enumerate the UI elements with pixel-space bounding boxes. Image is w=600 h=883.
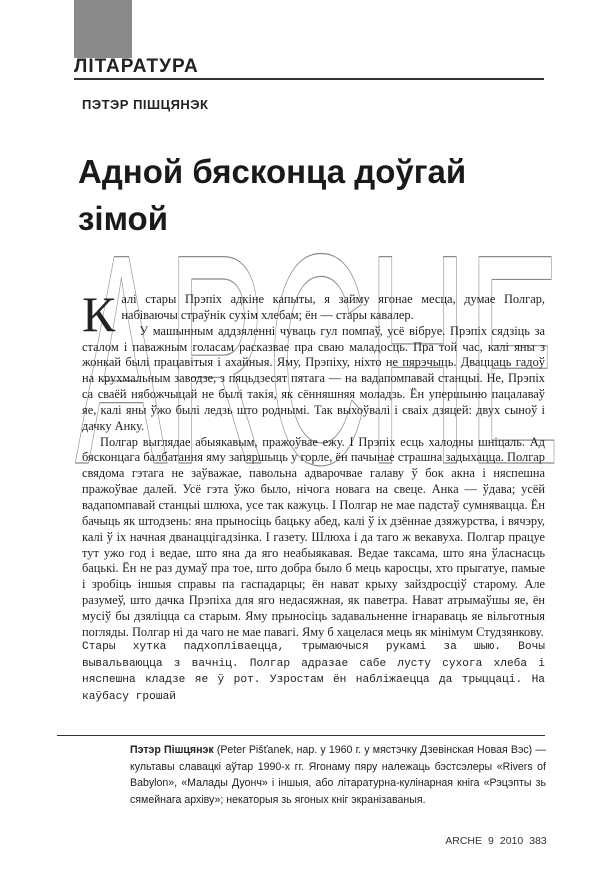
author-note: [130, 742, 546, 808]
page-number: 383: [529, 835, 547, 847]
note-divider: [57, 735, 545, 736]
footer-issue: 9: [488, 835, 494, 847]
paragraph-2: У машынным аддзяленні чуваць гул помпаў, усё вібруе. Прэпіх сядзіць за сталом і паважным голасам расказвае пра сваю маладосць. Пра той час, калі яны з жонкай былі працавітыя і ахайныя. Яму, Прэпіху, ніхто не пярэчыць. Дваццаць гадоў на крухмальным заводзе, з пяцьдзесят пятага — на вадапомпавай станцыі. Не, Прэпіх са сваёй нябожчыцай не былі такія, як сённяшняя моладзь. Ён упершыню пацалаваў яе, калі яны ўжо былі ледзь што роднымі. Так выхоўвалі і сваіх дзяцей: двух сыноў і дачку Анку.: [82, 323, 545, 433]
article-title: Адной бясконца доўгай зімой: [78, 153, 467, 237]
paragraph-3: Полгар выглядае абыякавым, пражоўвае ежу. І Прэпіх есць халодны шніцаль. Ад бясконцага балбатання яму запяршыць у горле, ён пачынае страшна задыхацца. Полгар свядома гэтага не заўважае, павольна адварочвае галаву ў бок акна і няспешна пражоўвае далей. Усё гэта ўжо было, нічога новага на свеце. Анка — ўдава; усёй вадапомпавай станцыі шлюха, усе так кажуць. І Полгар не мае падстаў сумнявацца. Ён бачыць як штодзень: яна прыносіць бацьку абед, калі ў іх дзённае дзяжурства, і вячэру, калі ў іх начная дванаццігадзінка. І газету. Шлюха і да таго ж векавуха. Полгар працуе тут ужо год і ведае, што яна да яго неабыякавая. Ведае таксама, што яна ўласнасць бацькі. Ён не раз думаў пра тое, што добра было б мець каросцы, хто прыгатуе, памые і зробіць іншыя справы па гаспадарцы; ён нават крыху зайздросціў старому. Але разумеў, што дачка Прэпіха для яго недасяжная, як паветра. Нават атрымаўшы яе, ён мусіў бы дзяліцца са старым. Яму прыносіць задавальненне ігнараваць яе вільготныя погляды. Полгар ні да чаго не мае павагі. Яму б хацелася мець як мінімум Студзянкову.: [82, 434, 545, 639]
author-name: ПЭТЭР ПІШЦЯНЭК: [82, 97, 209, 112]
watermark-text: ARCHE: [75, 235, 560, 470]
first-paragraph: [82, 286, 545, 342]
section-divider: [74, 78, 544, 80]
paragraph-4: Стары хутка падхопліваецца, трымаючыся рукамі за шыю. Вочы вывальваюцца з вачніц. Полгар адразае сабе лусту сухога хлеба і няспешна кладзе яе ў рот. Узростам ён набліжаецца да трыццаці. На каўбасу грошай: [82, 641, 545, 703]
section-label: ЛІТАРАТУРА: [74, 56, 199, 77]
footer-journal: ARCHE: [445, 835, 483, 847]
page-footer: [440, 823, 553, 847]
drop-cap: К: [82, 286, 116, 342]
author-note-text: (Peter Pišťanek, нар. у 1960 г. у мястэчку Дзевінская Новая Вэс) — культавы славацкі аўтар 1990-х гг. Ягонаму пяру належаць бэстсэлеры «Rivers of Babylon», «Малады Дуонч» і іншыя, або літаратурна-кулінарная кніга «Рэцэпты зь сямейнага архіву»; некаторыя зь ягоных кніг экранізаваныя.: [130, 744, 546, 806]
footer-year: 2010: [499, 835, 524, 847]
first-paragraph-text: алі стары Прэпіх адкіне капыты, я займу ягонае месца, думае Полгар, набіваючы страўнік сухім хлебам; ён — стары кавалер.: [121, 292, 545, 322]
article-body: [82, 286, 545, 641]
section-color-block: [74, 0, 132, 58]
author-note-name: Пэтэр Пішцянэк: [130, 744, 214, 756]
